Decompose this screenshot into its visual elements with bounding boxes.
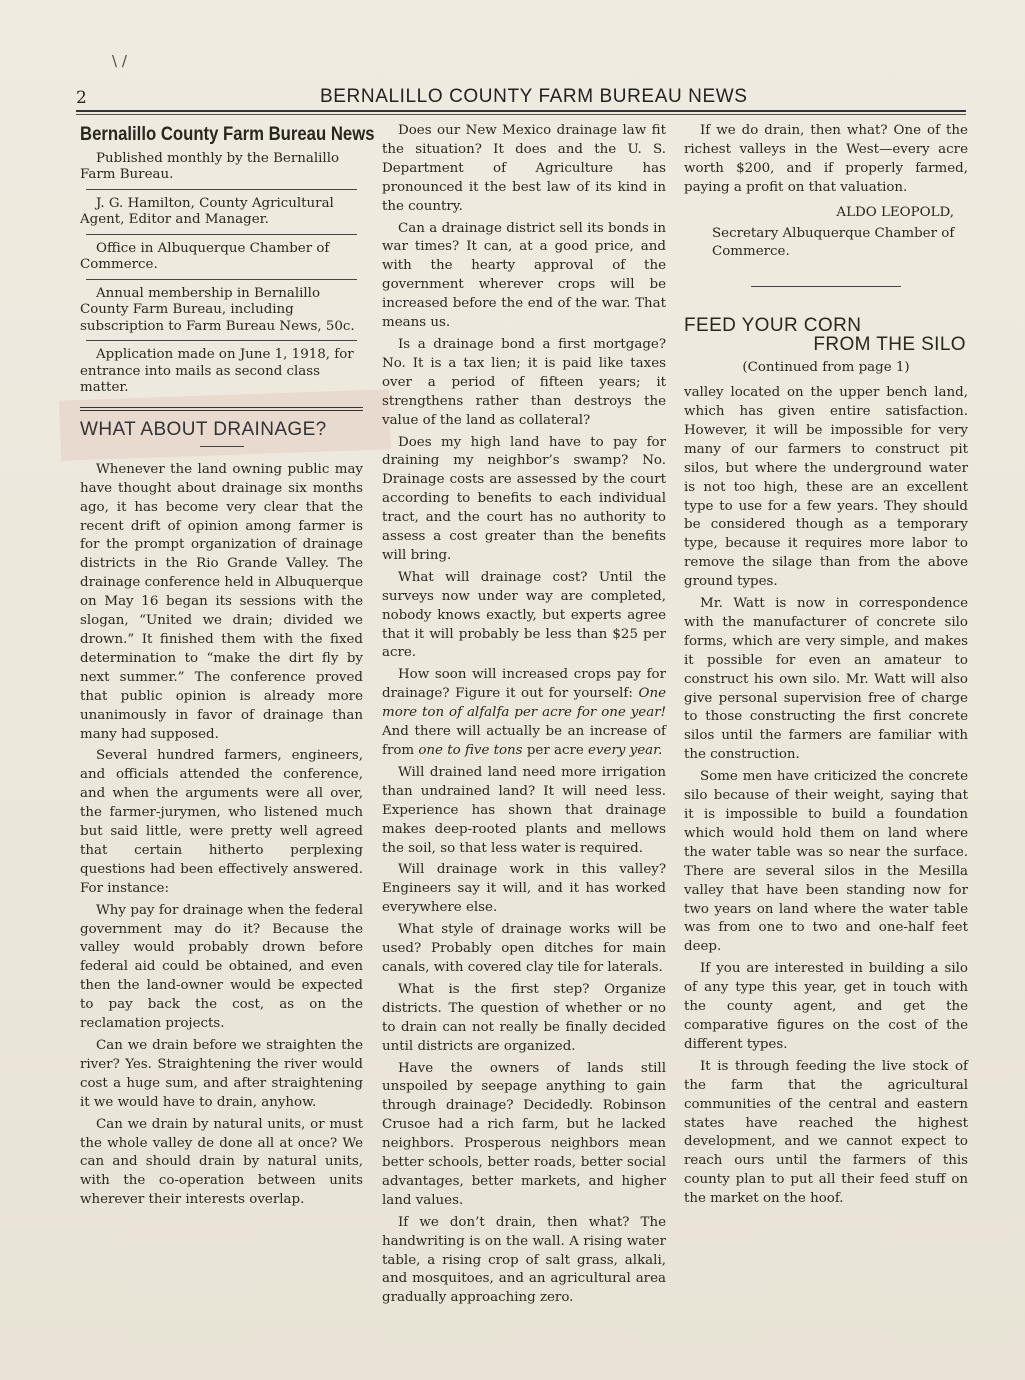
paragraph: Does my high land have to pay for draining my neighbor’s swamp? No. Drainage costs are assessed by the court according to benefits to each individual tract, and the court has no authority to assess a cost greater than the benefits will bring. bbox=[382, 434, 666, 563]
paragraph: If we do drain, then what? One of the richest valleys in the West—every acre worth $200, and if properly farmed, paying a profit on that valuation. bbox=[684, 123, 968, 195]
box-divider bbox=[86, 189, 357, 190]
paragraph: Mr. Watt is now in correspondence with the manufacturer of concrete silo forms, which are very simple, and makes it possible for even an amateur to construct his own silo. Mr. Watt will also give personal supervision free of charge to those constructing the first concrete silos until the farmers are familiar with the construction. bbox=[684, 596, 968, 763]
paragraph: Have the owners of lands still unspoiled by seepage anything to gain through drainage? Decidedly. Robinson Crusoe had a rich farm, but he lacked neighbors. Prosperous neighbors mean better schools, better roads, better social advantages, better markets, and higher land values. bbox=[382, 1060, 666, 1208]
paragraph: Will drained land need more irrigation than undrained land? It will need less. Experience has shown that drainage makes deep-rooted plants and mellows the soil, so that less water is required. bbox=[382, 764, 666, 856]
paragraph: What will drainage cost? Until the surveys now under way are completed, nobody knows exactly, but experts agree that it will probably be less than $25 per acre. bbox=[382, 569, 666, 661]
paragraph: valley located on the upper bench land, which has given entire satisfaction. However, it will be impossible for very many of our farmers to construct pit silos, but where the underground water is not too high, these are an excellent type to use for a few years. They should be considered though as a temporary type, because it requires more labor to remove the silage than from the above ground types. bbox=[684, 385, 968, 590]
membership-note: Annual membership in Bernalillo County Farm Bureau, including subscription to Farm Bureau News, 50c. bbox=[80, 285, 355, 334]
paragraph: If you are interested in building a silo of any type this year, get in touch with the county agent, and get the comparative figures on the cost of the different types. bbox=[684, 961, 968, 1052]
editor-note: J. G. Hamilton, County Agricultural Agent, Editor and Manager. bbox=[80, 195, 334, 228]
paragraph: Is a drainage bond a first mortgage? No. It is a tax lien; it is paid like taxes over a period of fifteen years; it strengthens rather than destroys the value of the land as collateral? bbox=[382, 336, 666, 428]
masthead-rule bbox=[76, 110, 966, 112]
text-run: How soon will increased crops pay for drainage? Figure it out for yourself: bbox=[382, 667, 666, 702]
box-divider bbox=[86, 279, 357, 280]
italic-run: one to five tons bbox=[418, 743, 523, 758]
paragraph: Some men have criticized the concrete silo because of their weight, saying that it is impossible to build a foundation which would hold them on land where the water table was so near the surface. There are several silos in the Mesilla valley that have been standing now for two years on land where the water table was from one to two and one-half feet deep. bbox=[684, 769, 968, 955]
signature-name: ALDO LEOPOLD, bbox=[836, 204, 954, 220]
paragraph: If we don’t drain, then what? The handwriting is on the wall. A rising water table, a rising crop of salt grass, alkali, and mosquitoes, and an agricultural area gradually approaching zero. bbox=[382, 1214, 666, 1306]
paragraph: What is the first step? Organize districts. The question of whether or no to drain can not really be finally decided until districts are organized. bbox=[382, 981, 666, 1054]
heading-rule bbox=[200, 446, 244, 447]
masthead: BERNALILLO COUNTY FARM BUREAU NEWS bbox=[320, 86, 748, 107]
column-1 bbox=[80, 122, 375, 1213]
box-divider bbox=[86, 234, 357, 235]
paragraph: Does our New Mexico drainage law fit the situation? It does and the U. S. Department of Agriculture has pronounced it the best law of its kind in the country. bbox=[382, 123, 666, 214]
continued-note: (Continued from page 1) bbox=[742, 360, 910, 376]
paragraph: Several hundred farmers, engineers, and officials attended the conference, and when the arguments were all over, the farmer-jurymen, who listened much but said little, were pretty well agreed that certain hitherto perplexing questions had been effectively answered. For instance: bbox=[80, 748, 363, 896]
signature-title: Secretary Albuquerque Chamber of Commerce. bbox=[712, 225, 955, 260]
page-number: 2 bbox=[76, 88, 87, 108]
paper-title: Bernalillo County Farm Bureau News bbox=[80, 124, 375, 145]
published-note: Published monthly by the Bernalillo Farm Bureau. bbox=[80, 150, 340, 183]
column-3 bbox=[684, 122, 968, 1212]
application-note: Application made on June 1, 1918, for entrance into mails as second class matter. bbox=[80, 347, 354, 396]
corn-heading-line-2: FROM THE SILO bbox=[813, 334, 966, 356]
corner-mark: \ / bbox=[112, 52, 127, 70]
paragraph: Can we drain by natural units, or must the whole valley de done all at once? We can and should drain by natural units, with the co-operation between units wherever their interests overlap. bbox=[80, 1116, 363, 1208]
paragraph: Why pay for drainage when the federal government may do it? Because the valley would probably drown before federal aid could be obtained, and even then the land-owner would be expected to pay back the cost, as on the reclamation projects. bbox=[80, 902, 363, 1032]
box-divider bbox=[86, 340, 357, 341]
italic-run: every year. bbox=[588, 743, 663, 758]
text-run: per acre bbox=[522, 743, 589, 758]
masthead-box bbox=[80, 124, 375, 397]
paragraph: What style of drainage works will be used? Probably open ditches for main canals, with covered clay tile for laterals. bbox=[382, 922, 666, 975]
column-2 bbox=[382, 122, 666, 1311]
paragraph: Can a drainage district sell its bonds in war times? It can, at a good price, and with the hearty approval of the government wherever crops will be increased before the end of the war. That means us. bbox=[382, 220, 666, 331]
office-note: Office in Albuquerque Chamber of Commerce. bbox=[80, 240, 330, 273]
paragraph: Whenever the land owning public may have thought about drainage six months ago, it has become very clear that the recent drift of opinion among farmer is for the prompt organization of drainage districts in the Rio Grande Valley. The drainage conference held in Albuquerque on May 16 began its sessions with the slogan, “United we drain; divided we drown.” It finished them with the fixed determination to “make the dirt fly by next summer.” The conference proved that public opinion is already more unanimously in favor of drainage than many had supposed. bbox=[80, 461, 363, 742]
paragraph: It is through feeding the live stock of the farm that the agricultural communities of the central and eastern states have reached the highest development, and we cannot expect to reach ours until the farmers of this county plan to put all their feed stuff on the market on the hoof. bbox=[684, 1058, 968, 1207]
corn-heading-line-1: FEED YOUR CORN bbox=[684, 315, 862, 337]
article-separator bbox=[751, 286, 901, 287]
paragraph bbox=[382, 666, 666, 761]
masthead-rule-thin bbox=[76, 114, 966, 115]
drainage-heading: WHAT ABOUT DRAINAGE? bbox=[80, 418, 327, 440]
paragraph: Will drainage work in this valley? Engineers say it will, and it has worked everywhere else. bbox=[382, 862, 666, 916]
text-run: And there will actually be an increase of from bbox=[382, 724, 666, 758]
paragraph: Can we drain before we straighten the river? Yes. Straightening the river would cost a huge sum, and after straightening it we would have to drain, anyhow. bbox=[80, 1038, 363, 1110]
italic-run: One more ton of alfalfa per acre for one year! bbox=[382, 686, 666, 721]
double-rule bbox=[80, 407, 363, 411]
